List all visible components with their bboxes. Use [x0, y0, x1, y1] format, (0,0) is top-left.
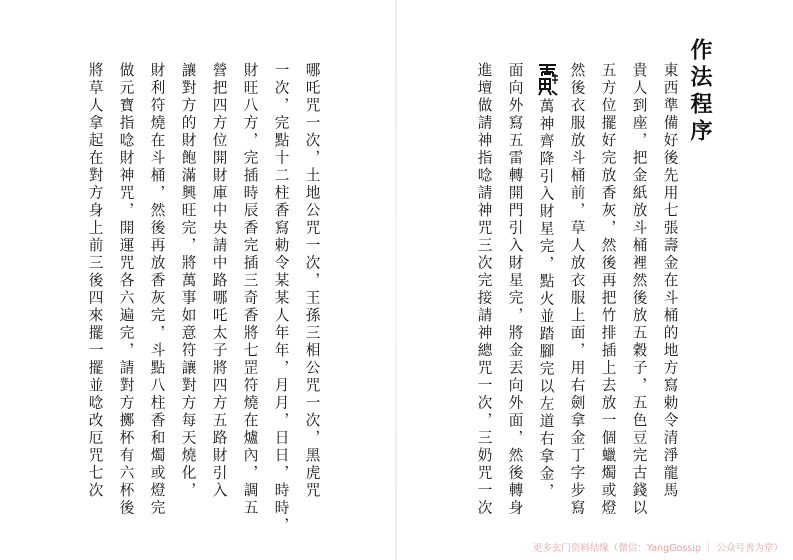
book-spine: [395, 0, 397, 560]
left-page-column-6: 財利符燒在斗桶，然後再放香灰完，斗點八柱香和燭或燈完: [148, 62, 166, 517]
right-page-column-1: 東西準備好後先用七張壽金在斗桶的地方寫勅令清淨龍馬: [661, 62, 679, 500]
right-page-column-2: 貴人到座，把金紙放斗桶裡然後放五穀子，五色豆完古錢以: [630, 62, 648, 517]
watermark-footer: 更多玄门资料结缘（微信：YangGossip ｜ 公众号善为堂）: [532, 543, 783, 554]
left-page-column-3: 財旺八方，完插時辰香完插三奇香將七罡符燒在爐內，調五: [241, 62, 259, 517]
left-page-column-5: 讓對方的財飽滿興旺完，將萬事如意符讓對方每天燒化，: [179, 62, 197, 500]
page-title: 作法程序: [687, 38, 713, 146]
right-page-column-5: 萬神齊降引入財星完，點火並踏腳完以左道右拿金，: [537, 98, 555, 501]
left-page-column-8: 將草人拿起在對方身上前三後四來擺一擺並唸改厄咒七次: [86, 62, 104, 500]
right-page-column-7: 進壇做請神指唸請神咒三次完接請神總咒一次，三奶咒一次: [475, 62, 493, 517]
left-page-column-1: 哪吒咒一次，土地公咒一次，王孫三相公咒一次，黑虎咒: [303, 62, 321, 500]
left-page-column-7: 做元寶指唸財神咒，開運咒各六遍完，請對方擲杯有六杯後: [117, 62, 135, 517]
right-page-column-3: 五方位擺好完放香灰，然後再把竹排插上去放一個蠟燭或燈: [599, 62, 617, 517]
left-page-column-4: 營把四方位開財庫中央請中路哪吒太子將四方五路財引入: [210, 62, 228, 500]
left-page-column-2: 一次，完點十二柱香寫勅令某某人年年，月月，日日，時時，: [272, 62, 290, 535]
right-page-column-6: 面向外寫五雷轉開門引入財星完，將金丟向外面，然後轉身: [506, 62, 524, 517]
talisman-seal-icon: [536, 62, 560, 96]
right-page-column-4: 然後衣服放斗桶前，草人放衣服上面，用右劍拿金丁字步寫: [568, 62, 586, 517]
